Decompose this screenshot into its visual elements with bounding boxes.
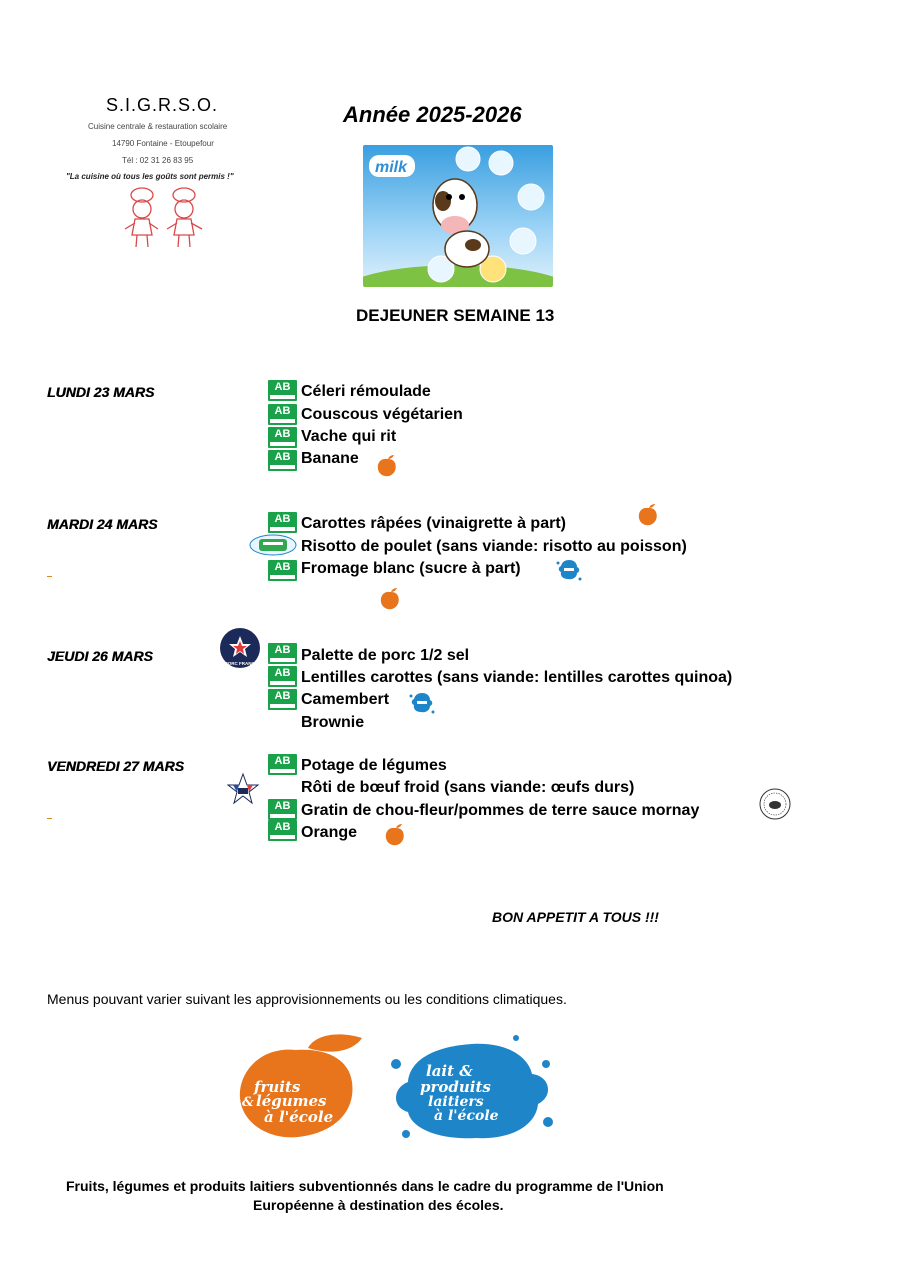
organic-ab-icon bbox=[268, 666, 297, 687]
day-label-lundi: LUNDI 23 MARS bbox=[47, 384, 155, 400]
org-phone: Tél : 02 31 26 83 95 bbox=[122, 156, 194, 165]
organic-ab-icon bbox=[268, 820, 297, 841]
dish-item: Rôti de bœuf froid (sans viande: œufs durs) bbox=[301, 779, 635, 796]
divider-dash bbox=[47, 818, 52, 819]
organic-ab-icon bbox=[268, 754, 297, 775]
lait-ecole-icon bbox=[409, 690, 435, 716]
day-label-jeudi: JEUDI 26 MARS bbox=[47, 648, 153, 664]
lait-ecole-icon bbox=[556, 557, 582, 583]
lait-produits-laitiers-ecole-logo bbox=[386, 1034, 558, 1146]
organic-ab-icon bbox=[268, 689, 297, 710]
dish-item: Gratin de chou-fleur/pommes de terre sauce mornay bbox=[301, 802, 700, 819]
porc-logo-text: LE PORC FRANÇAIS bbox=[218, 661, 262, 666]
fruits-legumes-ecole-logo bbox=[236, 1032, 366, 1140]
dish-item: Couscous végétarien bbox=[301, 406, 463, 423]
organic-ab-icon bbox=[268, 427, 297, 448]
lait-logo-text: laitiers bbox=[428, 1094, 484, 1110]
organic-ab-icon bbox=[268, 404, 297, 425]
bon-appetit: BON APPETIT A TOUS !!! bbox=[492, 909, 659, 925]
organic-ab-text: AB bbox=[274, 667, 291, 679]
lait-logo-text: lait & bbox=[426, 1062, 473, 1080]
lait-logo-text: produits bbox=[420, 1078, 491, 1096]
milk-illustration bbox=[363, 145, 553, 287]
organic-ab-text: AB bbox=[274, 800, 291, 812]
dish-item: Potage de légumes bbox=[301, 757, 447, 774]
fruits-legumes-ecole-icon bbox=[375, 454, 399, 478]
dish-item: Palette de porc 1/2 sel bbox=[301, 647, 470, 664]
divider-dash bbox=[47, 576, 52, 577]
volaille-francaise-icon bbox=[249, 534, 297, 556]
dish-item: Céleri rémoulade bbox=[301, 383, 431, 400]
organic-ab-text: AB bbox=[274, 381, 291, 393]
org-subtitle: Cuisine centrale & restauration scolaire bbox=[88, 122, 228, 131]
fruits-legumes-ecole-icon bbox=[378, 587, 402, 611]
menu-disclaimer: Menus pouvant varier suivant les approvisionnements ou les conditions climatiques. bbox=[47, 991, 567, 1007]
organic-ab-icon bbox=[268, 643, 297, 664]
lait-logo-text: à l'école bbox=[434, 1108, 499, 1124]
day-label-mardi: MARDI 24 MARS bbox=[47, 516, 158, 532]
dish-item: Banane bbox=[301, 450, 359, 467]
fruits-logo-text: légumes bbox=[256, 1092, 327, 1110]
organic-ab-text: AB bbox=[274, 690, 291, 702]
fruits-logo-text: fruits bbox=[254, 1078, 301, 1096]
organic-ab-icon bbox=[268, 560, 297, 581]
organic-ab-text: AB bbox=[274, 755, 291, 767]
viande-bovine-francaise-icon bbox=[227, 773, 259, 805]
dish-item: Carottes râpées (vinaigrette à part) bbox=[301, 515, 566, 532]
dish-item: Vache qui rit bbox=[301, 428, 397, 445]
organic-ab-text: AB bbox=[274, 821, 291, 833]
dish-item: Lentilles carottes (sans viande: lentilles carottes quinoa) bbox=[301, 669, 733, 686]
org-name: S.I.G.R.S.O. bbox=[106, 95, 219, 115]
producteur-local-stamp-icon bbox=[757, 787, 793, 821]
organic-ab-icon bbox=[268, 450, 297, 471]
fruits-logo-text: & bbox=[242, 1095, 254, 1110]
footer-line-1: Fruits, légumes et produits laitiers subventionnés dans le cadre du programme de l'Union bbox=[66, 1178, 664, 1194]
dish-item: Camembert bbox=[301, 691, 390, 708]
milk-cow-icon bbox=[363, 145, 553, 287]
org-slogan: "La cuisine où tous les goûts sont permis !" bbox=[66, 172, 234, 181]
organic-ab-icon bbox=[268, 512, 297, 533]
organic-ab-text: AB bbox=[274, 561, 291, 573]
le-porc-francais-icon bbox=[218, 627, 262, 669]
school-year: Année 2025-2026 bbox=[343, 102, 522, 127]
organic-ab-text: AB bbox=[274, 451, 291, 463]
dish-item: Brownie bbox=[301, 714, 365, 731]
organic-ab-text: AB bbox=[274, 428, 291, 440]
organic-ab-text: AB bbox=[274, 513, 291, 525]
organic-ab-icon bbox=[268, 380, 297, 401]
day-label-vendredi: VENDREDI 27 MARS bbox=[47, 758, 184, 774]
fruits-legumes-ecole-icon bbox=[636, 503, 660, 527]
organic-ab-text: AB bbox=[274, 644, 291, 656]
organic-ab-text: AB bbox=[274, 405, 291, 417]
dish-item: Fromage blanc (sucre à part) bbox=[301, 560, 521, 577]
organic-ab-icon bbox=[268, 799, 297, 820]
milk-label: milk bbox=[375, 159, 408, 176]
org-address: 14790 Fontaine - Etoupefour bbox=[112, 139, 214, 148]
chefs-illustration bbox=[120, 185, 210, 251]
footer-line-2: Européenne à destination des écoles. bbox=[253, 1197, 504, 1213]
dish-item: Orange bbox=[301, 824, 358, 841]
fruits-logo-text: à l'école bbox=[264, 1108, 334, 1126]
fruits-legumes-ecole-icon bbox=[383, 823, 407, 847]
week-title: DEJEUNER SEMAINE 13 bbox=[356, 306, 555, 325]
dish-item: Risotto de poulet (sans viande: risotto au poisson) bbox=[301, 538, 687, 555]
